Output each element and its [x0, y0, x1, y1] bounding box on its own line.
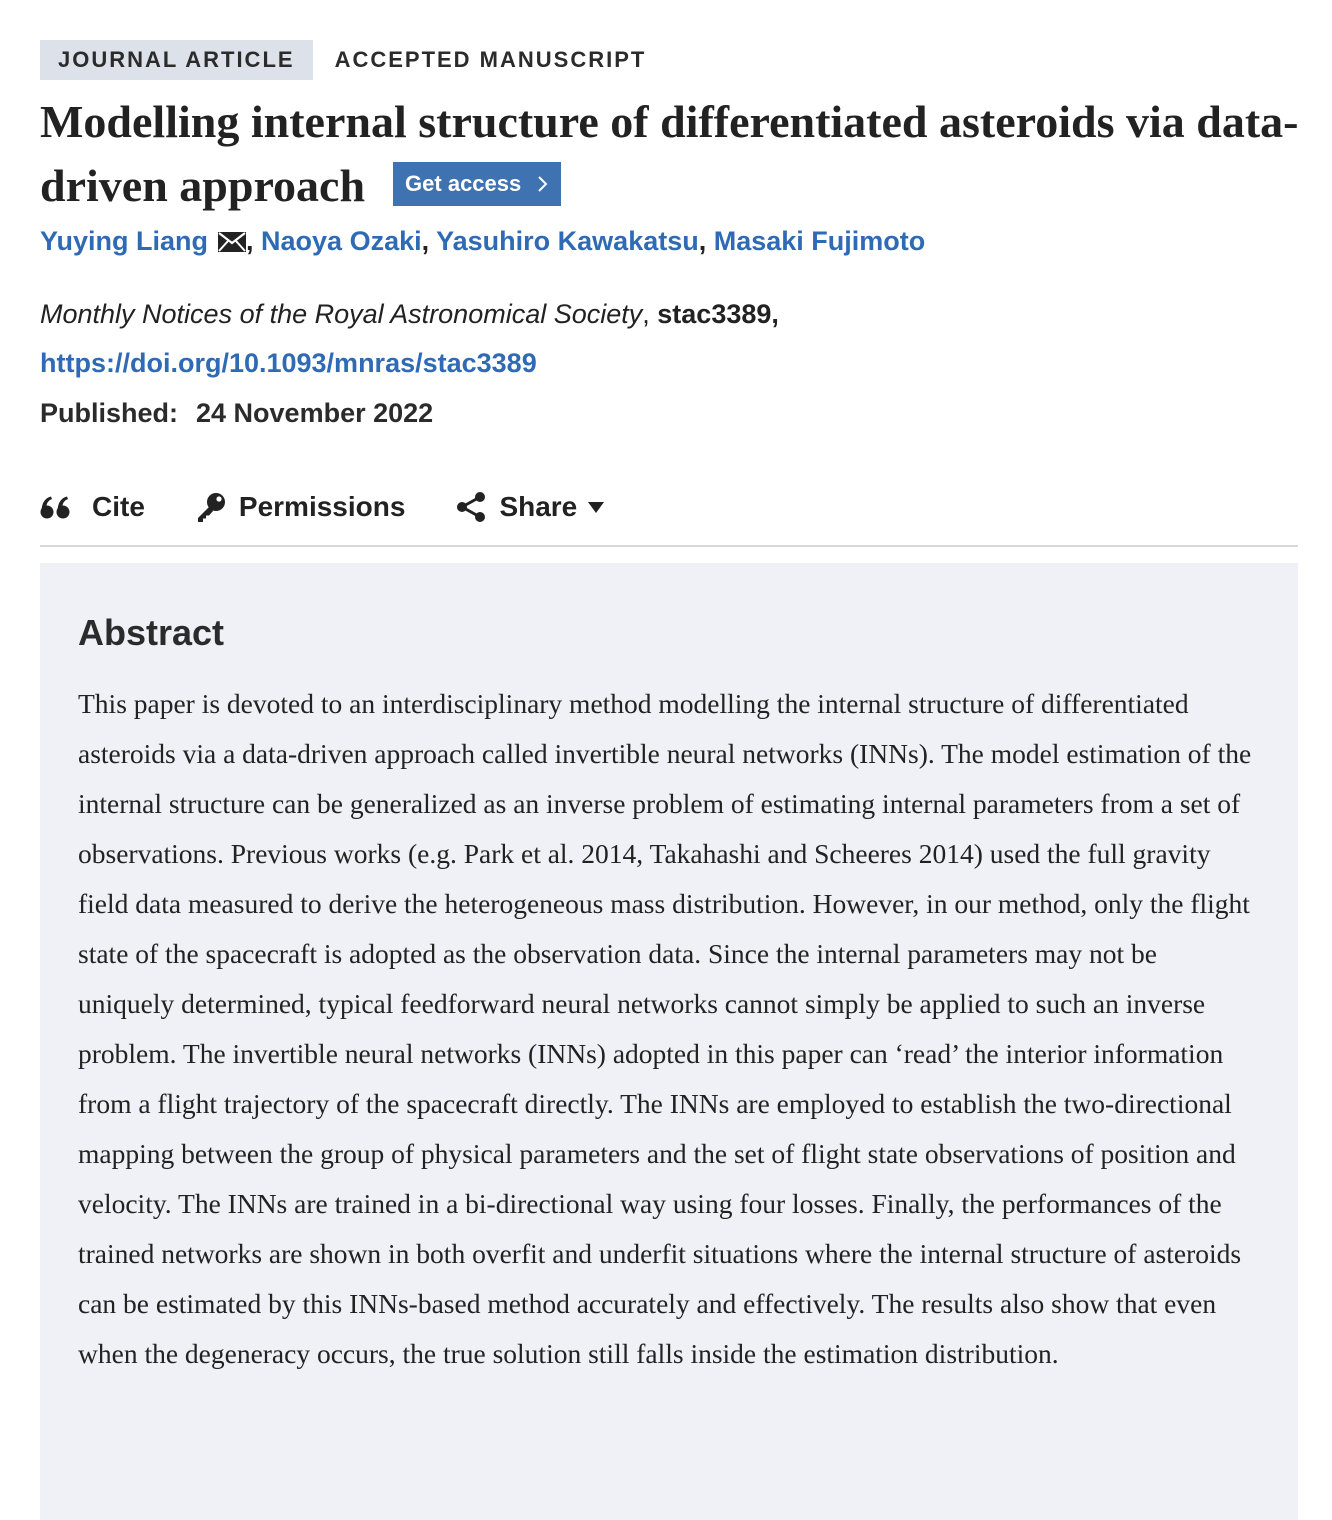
abstract-heading: Abstract — [78, 612, 225, 653]
published-label: Published: — [40, 398, 179, 428]
published-date: 24 November 2022 — [196, 398, 434, 428]
author-separator: , — [421, 226, 437, 256]
doi-link[interactable]: https://doi.org/10.1093/mnras/stac3389 — [40, 348, 537, 378]
cite-label: Cite — [92, 491, 145, 522]
journal-name: Monthly Notices of the Royal Astronomical Society — [40, 299, 643, 329]
permissions-label: Permissions — [238, 491, 406, 522]
author-link[interactable]: Yasuhiro Kawakatsu — [436, 226, 699, 256]
published-date-row — [40, 393, 433, 433]
get-access-label: Get access — [405, 171, 522, 197]
citation-separator: , — [642, 299, 658, 329]
share-label: Share — [499, 491, 578, 522]
article-type-badge: JOURNAL ARTICLE — [40, 40, 313, 80]
share-dropdown[interactable] — [455, 491, 605, 523]
manuscript-status-label: ACCEPTED MANUSCRIPT — [334, 47, 647, 72]
toolbar-divider — [40, 545, 1298, 547]
author-link[interactable]: Masaki Fujimoto — [713, 226, 926, 256]
journal-citation — [40, 294, 779, 334]
abstract-section — [40, 563, 1298, 1520]
article-toolbar — [40, 486, 605, 528]
caret-down-icon — [587, 500, 605, 514]
get-access-button[interactable] — [393, 162, 561, 206]
cite-button[interactable] — [40, 491, 145, 523]
quote-icon — [40, 495, 70, 519]
share-icon — [455, 491, 487, 523]
envelope-icon[interactable] — [218, 232, 246, 252]
author-separator: , — [698, 226, 714, 256]
key-icon — [195, 491, 227, 523]
author-separator: , — [246, 226, 262, 256]
author-link[interactable]: Naoya Ozaki — [261, 226, 422, 256]
author-link[interactable]: Yuying Liang — [40, 226, 209, 256]
abstract-text: This paper is devoted to an interdisciplinary method modelling the internal structure of differentiated asteroids via a data-driven approach called invertible neural networks (INNs). The model estimation of the internal structure can be generalized as an inverse problem of estimating internal parameters from a set of observations. Previous works (e.g. Park et al. 2014, Takahashi and Scheeres 2014) used the full gravity field data measured to derive the heterogeneous mass distribution. However, in our method, only the flight state of the spacecraft is adopted as the observation data. Since the internal parameters may not be uniquely determined, typical feedforward neural networks cannot simply be applied to such an inverse problem. The invertible neural networks (INNs) adopted in this paper can ‘read’ the interior information from a flight trajectory of the spacecraft directly. The INNs are employed to establish the two-directional mapping between the group of physical parameters and the set of flight state observations of position and velocity. The INNs are trained in a bi-directional way using four losses. Finally, the performances of the trained networks are shown in both overfit and underfit situations where the internal structure of asteroids can be estimated by this INNs-based method accurately and effectively. The results also show that even when the degeneracy occurs, the true solution still falls inside the estimation distribution. — [78, 688, 1252, 1369]
article-title-text: Modelling internal structure of differentiated asteroids via data-driven approach — [40, 96, 1299, 211]
chevron-right-icon — [535, 175, 549, 193]
article-badges — [40, 40, 646, 80]
permissions-button[interactable] — [195, 491, 406, 523]
article-title — [40, 90, 1310, 218]
article-id: stac3389, — [657, 299, 779, 329]
author-list — [40, 222, 925, 260]
